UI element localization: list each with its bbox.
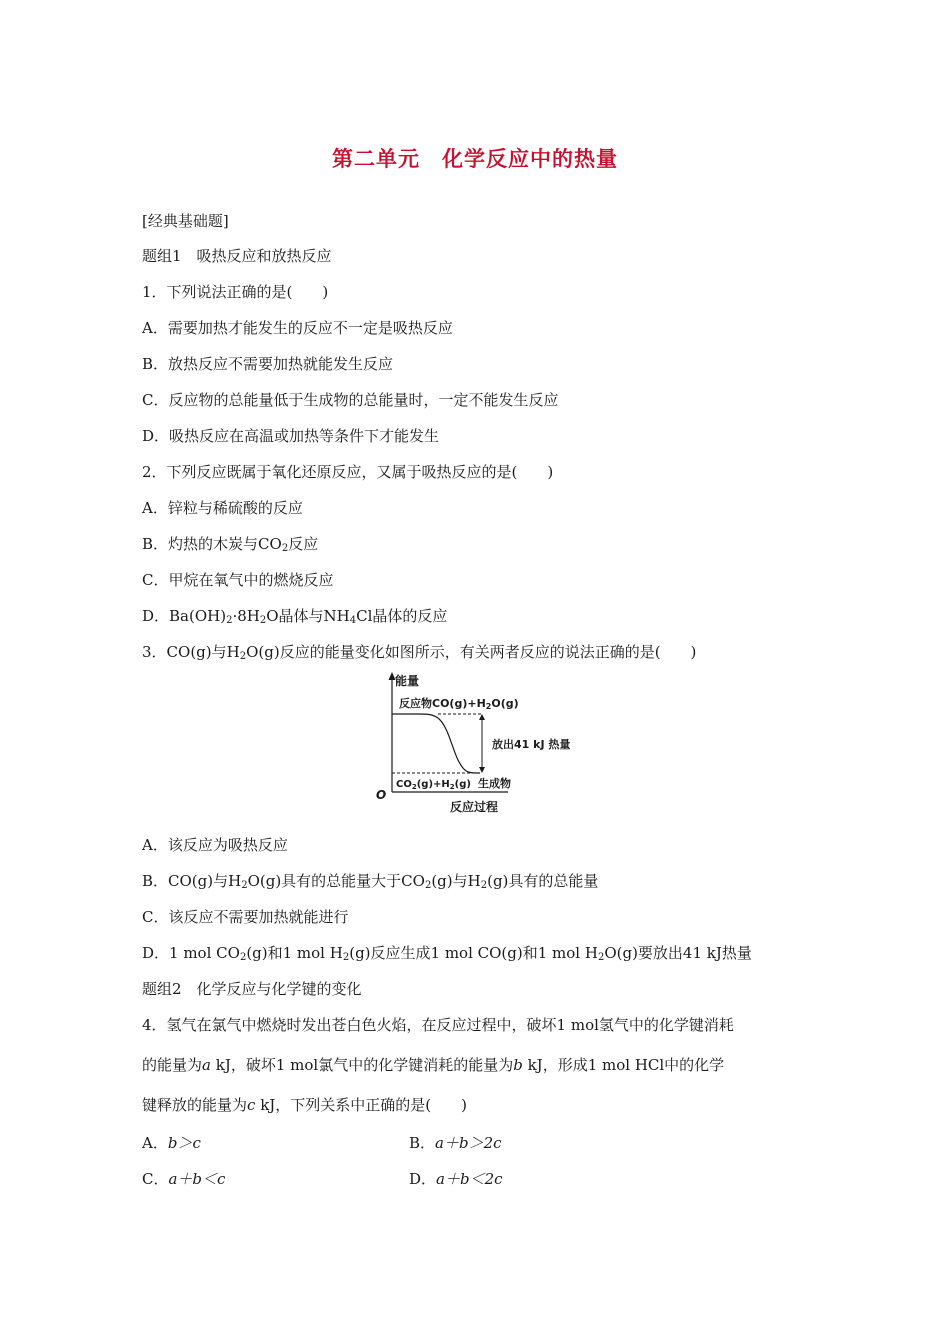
energy-curve [392,714,480,773]
q1-option-a: A．需要加热才能发生的反应不一定是吸热反应 [142,319,453,337]
group1-heading: 题组1 吸热反应和放热反应 [142,247,332,265]
group2-heading: 题组2 化学反应与化学键的变化 [142,980,362,998]
heat-label: 放出41 kJ 热量 [492,738,571,751]
q4-option-a: A．b＞c [142,1134,201,1152]
product-formula-label: $CO_2(g)+H_2(g)$ [396,779,471,791]
q3-option-c: C．该反应不需要加热就能进行 [142,908,349,926]
q3-option-a: A．该反应为吸热反应 [142,836,288,854]
y-axis-label: 能量 [395,674,420,688]
q1-option-c: C．反应物的总能量低于生成物的总能量时，一定不能发生反应 [142,391,559,409]
heat-arrow-head-bottom [479,767,485,773]
q3-stem: 3．CO(g)与$H_2O(g)$反应的能量变化如图所示，有关两者反应的说法正确的是( ) [142,643,697,662]
section-label: [经典基础题] [142,212,229,230]
q4-stem-line1: 4．氢气在氯气中燃烧时发出苍白色火焰，在反应过程中，破坏1 mol氢气中的化学键消耗 [142,1016,734,1034]
q4-option-b: B．a＋b＞2c [409,1134,502,1152]
q2-option-a: A．锌粒与稀硫酸的反应 [142,499,303,517]
q4-option-d: D．a＋b＜2c [409,1170,503,1188]
product-name-label: 生成物 [478,777,511,790]
energy-diagram [368,668,600,818]
reactant-label: 反应物CO(g)+H2O(g) [399,697,519,711]
q4-stem-line3: 键释放的能量为c kJ，下列关系中正确的是( ) [142,1096,467,1114]
q3-option-b: B．CO(g)与$H_2O(g)$具有的总能量大于$CO_2(g)$与$H_2(g)$具有的总能量 [142,872,599,891]
q1-option-b: B．放热反应不需要加热就能发生反应 [142,355,394,373]
origin-label: O [376,788,387,802]
heat-arrow-head-top [479,714,485,720]
q2-option-d: D．$Ba(OH)_2\cdot 8H_2O$晶体与$NH_4Cl$晶体的反应 [142,607,448,626]
q1-stem: 1．下列说法正确的是( ) [142,283,329,301]
q3-option-d: D．1 mol $CO_2(g)$和1 mol $H_2(g)$反应生成1 mol CO(g)和1 mol $H_2O(g)$要放出41 kJ热量 [142,944,752,963]
x-axis-label: 反应过程 [450,800,499,814]
q2-option-b: B．灼热的木炭与$CO_2$反应 [142,535,319,554]
page-title: 第二单元 化学反应中的热量 [332,147,618,171]
q1-option-d: D．吸热反应在高温或加热等条件下才能发生 [142,427,440,445]
q4-option-c: C．a＋b＜c [142,1170,226,1188]
q4-stem-line2: 的能量为a kJ，破坏1 mol氯气中的化学键消耗的能量为b kJ，形成1 mol HCl中的化学 [142,1056,725,1074]
q2-stem: 2．下列反应既属于氧化还原反应，又属于吸热反应的是( ) [142,463,554,481]
q2-option-c: C．甲烷在氧气中的燃烧反应 [142,571,334,589]
